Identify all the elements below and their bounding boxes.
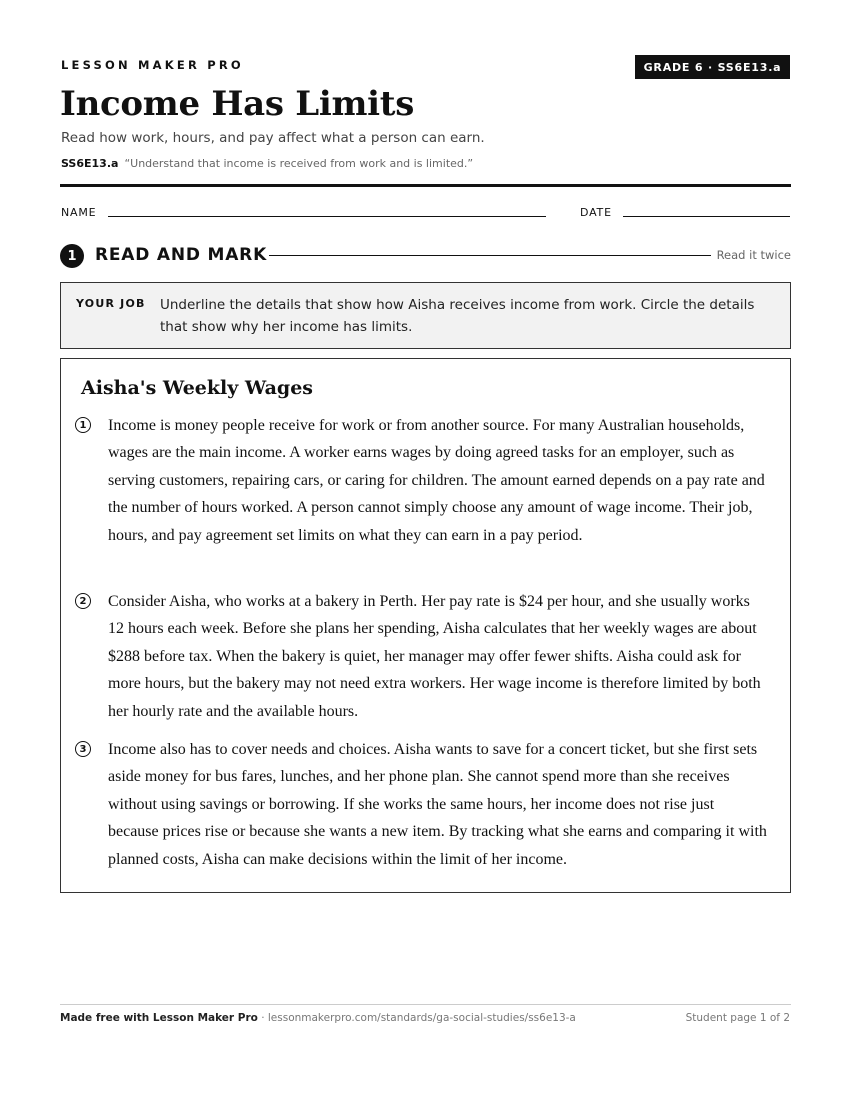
footer-separator: · — [257, 1012, 268, 1024]
section-rule — [269, 255, 711, 256]
standard-quote: “Understand that income is received from work and is limited.” — [124, 157, 474, 170]
paragraph-text: Income is money people receive for work or from another source. For many Australian households, wages are the main income. A worker earns wages by doing agreed tasks for an employer, such as serving customers, repairing cars, or caring for children. The amount earned depends on a pay rate and the number of hours worked. A person cannot simply choose any amount of wage income. Their job, hours, and pay agreement set limits on what they can earn in a pay period. — [108, 417, 765, 544]
brand-name: LESSON MAKER PRO — [61, 58, 244, 72]
footer-made-with: Made free with Lesson Maker Pro — [60, 1012, 258, 1024]
date-field[interactable] — [623, 216, 790, 217]
date-label: DATE — [580, 206, 612, 219]
section-number-badge: 1 — [60, 244, 84, 268]
standard-code: SS6E13.a — [61, 157, 119, 170]
job-text: Underline the details that show how Aisha receives income from work. Circle the details that show why her income has limits. — [160, 297, 755, 335]
job-label: YOUR JOB — [76, 297, 146, 310]
footer-credit — [60, 1012, 576, 1024]
footer-divider — [60, 1004, 791, 1005]
section-hint: Read it twice — [716, 248, 791, 262]
footer-url[interactable]: lessonmakerpro.com/standards/ga-social-studies/ss6e13-a — [267, 1012, 576, 1024]
paragraph-text: Income also has to cover needs and choices. Aisha wants to save for a concert ticket, but she first sets aside money for bus fares, lunches, and her phone plan. She cannot spend more than she receives without using savings or borrowing. If she works the same hours, her income does not rise just because prices rise or because she wants a new item. By tracking what she earns and comparing it with planned costs, Aisha can make decisions within the limit of her income. — [108, 741, 767, 868]
job-instructions-box — [60, 282, 791, 349]
paragraph-number-badge: 1 — [75, 417, 91, 433]
name-label: NAME — [61, 206, 97, 219]
page-subtitle: Read how work, hours, and pay affect what a person can earn. — [61, 130, 485, 146]
paragraph-number-badge: 3 — [75, 741, 91, 757]
section-title: READ AND MARK — [95, 245, 268, 265]
section-header — [60, 243, 791, 268]
reading-title: Aisha's Weekly Wages — [81, 377, 313, 399]
grade-badge: GRADE 6 · SS6E13.a — [635, 55, 790, 79]
reading-passage — [60, 358, 791, 893]
paragraph-number-badge: 2 — [75, 593, 91, 609]
name-field[interactable] — [108, 216, 546, 217]
header-divider — [60, 184, 791, 187]
footer-page-number: Student page 1 of 2 — [685, 1012, 790, 1024]
paragraph-text: Consider Aisha, who works at a bakery in Perth. Her pay rate is $24 per hour, and she usually works 12 hours each week. Before she plans her spending, Aisha calculates that her weekly wages are about $288 before tax. When the bakery is quiet, her manager may offer fewer shifts. Aisha could ask for more hours, but the bakery may not need extra workers. Her wage income is therefore limited by both her hourly rate and the available hours. — [108, 593, 761, 720]
standard-line — [61, 157, 473, 170]
page-title: Income Has Limits — [60, 84, 415, 124]
